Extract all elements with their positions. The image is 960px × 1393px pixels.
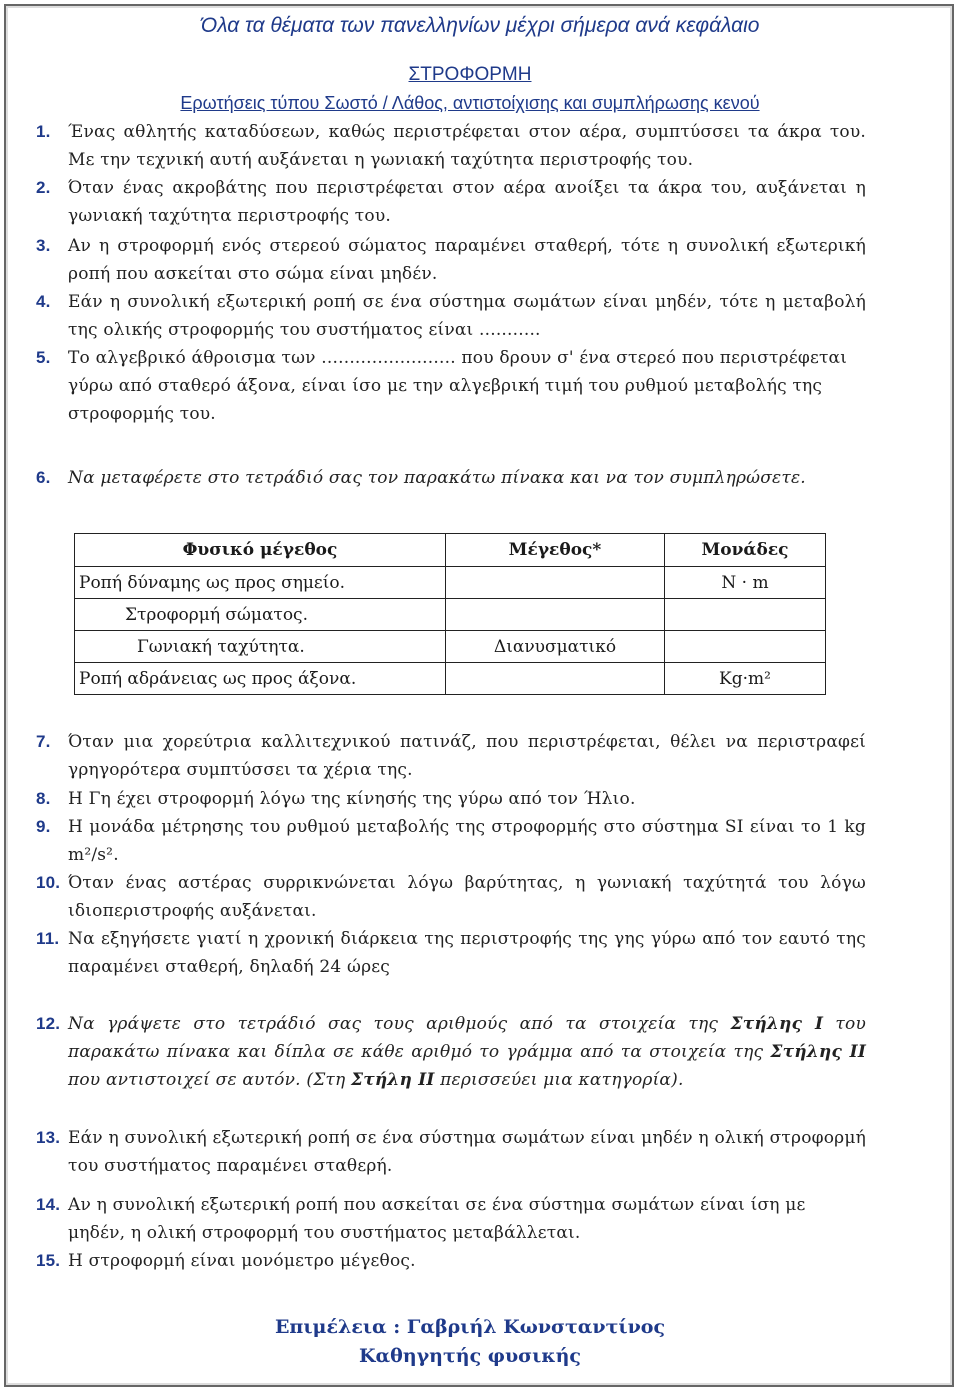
question-number: 5. [36, 348, 51, 367]
table-cell: Ροπή αδράνειας ως προς άξονα. [75, 663, 446, 695]
question-text: Αν η στροφορμή ενός στερεού σώματος παραμένει σταθερή, τότε η συνολική εξωτερική ροπή που ασκείται στο σώμα είναι μηδέν. [68, 236, 866, 284]
text-part: Να γράψετε στο τετράδιό σας τους αριθμούς από τα στοιχεία της [68, 1014, 731, 1034]
question-13 [36, 1124, 866, 1180]
question-text: Να εξηγήσετε γιατί η χρονική διάρκεια της περιστροφής της γης γύρω από τον εαυτό της παραμένει σταθερή, δηλαδή 24 ώρες [68, 929, 866, 977]
question-text: Η μονάδα μέτρησης του ρυθμού μεταβολής της στροφορμής στο σύστημα SI είναι το 1 kg m²/s². [68, 817, 866, 865]
text-part: του παρακάτω πίνακα και δίπλα σε κάθε αριθμό το γράμμα από τα στοιχεία της [68, 1014, 867, 1062]
question-number: 11. [36, 929, 60, 948]
question-number: 2. [36, 178, 51, 197]
table-cell: Στροφορμή σώματος. [75, 599, 446, 631]
table-cell [446, 567, 665, 599]
question-14 [36, 1191, 866, 1247]
table-cell [446, 663, 665, 695]
quantities-table [74, 533, 826, 695]
question-number: 4. [36, 292, 51, 311]
question-4 [36, 288, 866, 344]
table-header: Μέγεθος* [446, 534, 665, 567]
question-8 [36, 785, 866, 813]
table-cell: Kg·m² [665, 663, 826, 695]
question-15 [36, 1247, 866, 1275]
question-text: Ένας αθλητής καταδύσεων, καθώς περιστρέφεται στον αέρα, συμπτύσσει τα άκρα του. Με την τεχνική αυτή αυξάνεται η γωνιακή ταχύτητα περιστροφής του. [68, 122, 866, 170]
question-12 [36, 1010, 866, 1094]
question-number: 8. [36, 789, 51, 808]
table-row [75, 631, 826, 663]
question-text [36, 1010, 866, 1094]
page-title: ΣΤΡΟΦΟΡΜΗ [408, 64, 532, 85]
table-cell: Γωνιακή ταχύτητα. [75, 631, 446, 663]
question-number: 10. [36, 873, 61, 892]
question-number: 14. [36, 1195, 61, 1214]
table-cell: Διανυσματικό [446, 631, 665, 663]
question-10 [36, 869, 866, 925]
question-text: Όταν ένας ακροβάτης που περιστρέφεται στον αέρα ανοίξει τα άκρα του, αυξάνεται η γωνιακή ταχύτητα περιστροφής του. [68, 178, 866, 226]
question-number: 1. [36, 122, 51, 141]
page-header: Όλα τα θέματα των πανελληνίων μέχρι σήμερα ανά κεφάλαιο [200, 14, 760, 37]
text-part: που αντιστοιχεί σε αυτόν. (Στη [68, 1070, 352, 1090]
question-text: Εάν η συνολική εξωτερική ροπή σε ένα σύστημα σωμάτων είναι μηδέν, τότε η μεταβολή της ολικής στροφορμής του συστήματος είναι ........... [68, 292, 866, 340]
question-11 [36, 925, 866, 981]
table-cell [665, 599, 826, 631]
question-7 [36, 728, 866, 784]
table-row [75, 663, 826, 695]
table-row [75, 567, 826, 599]
question-number: 9. [36, 817, 51, 836]
question-2 [36, 174, 866, 230]
question-text: Η στροφορμή είναι μονόμετρο μέγεθος. [68, 1251, 416, 1271]
footer-role: Καθηγητής φυσικής [359, 1345, 581, 1367]
question-number: 7. [36, 732, 51, 751]
question-number: 3. [36, 236, 51, 255]
emphasis-part: Στήλη ΙΙ [351, 1070, 435, 1090]
question-9 [36, 813, 866, 869]
question-text: Να μεταφέρετε στο τετράδιό σας τον παρακάτω πίνακα και να τον συμπληρώσετε. [68, 468, 806, 488]
question-number: 13. [36, 1128, 61, 1147]
question-5 [36, 344, 866, 428]
table-header: Μονάδες [665, 534, 826, 567]
question-text: Εάν η συνολική εξωτερική ροπή σε ένα σύστημα σωμάτων είναι μηδέν η ολική στροφορμή του συστήματος παραμένει σταθερή. [68, 1128, 866, 1176]
table-header-row [75, 534, 826, 567]
question-text: Αν η συνολική εξωτερική ροπή που ασκείται σε ένα σύστημα σωμάτων είναι ίση με μηδέν, η ολική στροφορμή του συστήματος μεταβάλλεται. [68, 1195, 806, 1243]
question-number: 15. [36, 1251, 61, 1270]
question-3 [36, 232, 866, 288]
text-part: περισσεύει μια κατηγορία). [434, 1070, 684, 1090]
question-number: 12. [36, 1014, 61, 1033]
emphasis-part: Στήλης Ι [730, 1014, 824, 1034]
question-text: Η Γη έχει στροφορμή λόγω της κίνησής της γύρω από τον Ήλιο. [68, 789, 636, 809]
table-header: Φυσικό μέγεθος [75, 534, 446, 567]
question-6 [36, 464, 866, 492]
table-cell: N · m [665, 567, 826, 599]
section-subtitle: Ερωτήσεις τύπου Σωστό / Λάθος, αντιστοίχισης και συμπλήρωσης κενού [180, 93, 760, 113]
table-cell [446, 599, 665, 631]
footer-author: Επιμέλεια : Γαβριήλ Κωνσταντίνος [274, 1316, 666, 1338]
question-1 [36, 118, 866, 174]
question-number: 6. [36, 468, 51, 487]
question-text: Το αλγεβρικό άθροισμα των ........................ που δρουν σ' ένα στερεό που περιστρέφεται γύρω από σταθερό άξονα, είναι ίσο με την αλγεβρική τιμή του ρυθμού μεταβολής της στροφορμής του. [68, 348, 848, 424]
question-text: Όταν ένας αστέρας συρρικνώνεται λόγω βαρύτητας, η γωνιακή ταχύτητά του λόγω ιδιοπεριστροφής αυξάνεται. [68, 873, 866, 921]
question-text: Όταν μια χορεύτρια καλλιτεχνικού πατινάζ, που περιστρέφεται, θέλει να περιστραφεί γρηγορότερα συμπτύσσει τα χέρια της. [68, 732, 866, 780]
table-cell: Ροπή δύναμης ως προς σημείο. [75, 567, 446, 599]
emphasis-part: Στήλης ΙΙ [770, 1042, 866, 1062]
table-row [75, 599, 826, 631]
table-cell [665, 631, 826, 663]
